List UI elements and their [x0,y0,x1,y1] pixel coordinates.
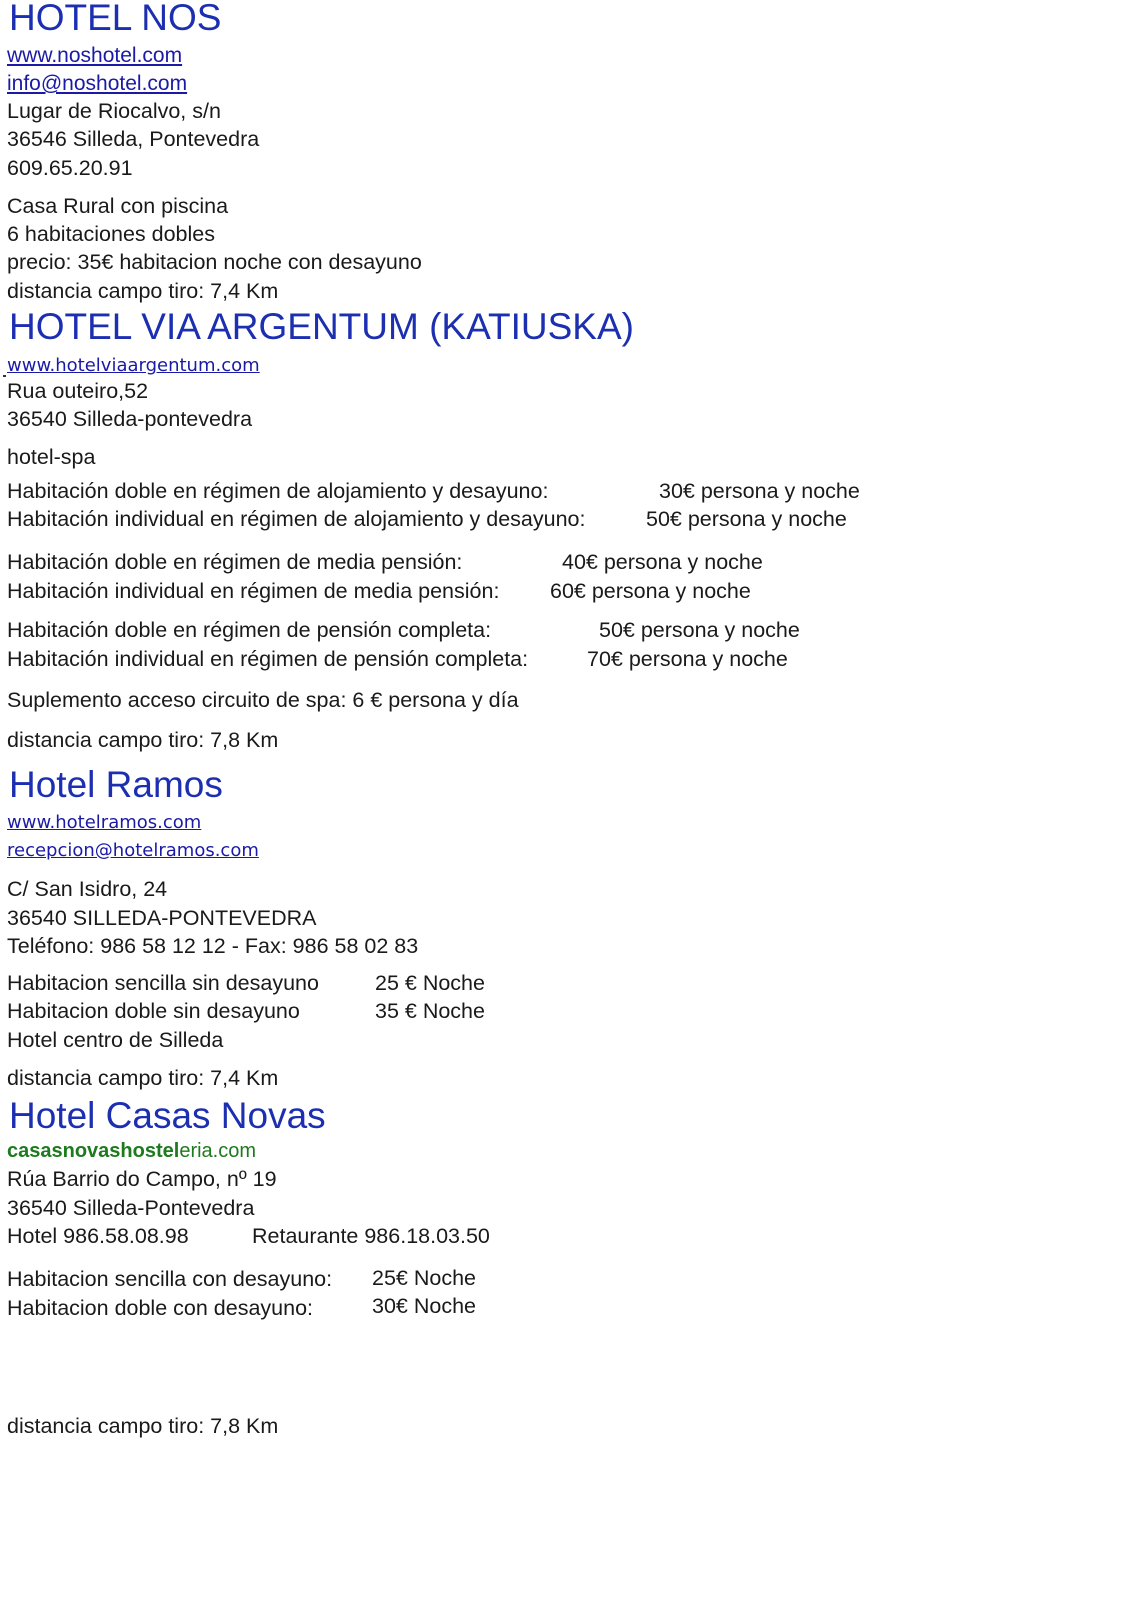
hotel-via-address-line1: Rua outeiro,52 [7,379,149,403]
hotel-nos-address-line2: 36546 Silleda, Pontevedra [7,127,260,151]
hotel-via-distance: distancia campo tiro: 7,8 Km [7,728,279,752]
hotel-via-type: hotel-spa [7,445,96,469]
hotel-ramos-note: Hotel centro de Silleda [7,1028,224,1052]
hotel-ramos-address-line1: C/ San Isidro, 24 [7,877,168,901]
hotel-via-rate-label: Habitación individual en régimen de media pensión: [7,579,500,603]
hotel-casas-title: Hotel Casas Novas [9,1095,326,1136]
hotel-nos-email-link[interactable]: info@noshotel.com [7,72,188,95]
hotel-nos-desc2: 6 habitaciones dobles [7,222,215,246]
hotel-via-rate-label: Habitación doble en régimen de media pensión: [7,550,463,574]
hotel-ramos-phone: Teléfono: 986 58 12 12 - Fax: 986 58 02 83 [7,934,419,958]
hotel-nos-title: HOTEL NOS [9,0,222,38]
hotel-nos-desc1: Casa Rural con piscina [7,194,229,218]
margin-mark [3,375,6,377]
hotel-via-rate-label: Habitación individual en régimen de alojamiento y desayuno: [7,507,586,531]
hotel-via-rate-price: 40€ persona y noche [562,550,763,574]
hotel-nos-website-link[interactable]: www.noshotel.com [7,44,183,67]
hotel-casas-phone-hotel: Hotel 986.58.08.98 [7,1224,189,1248]
hotel-via-rate-price: 60€ persona y noche [550,579,751,603]
hotel-casas-address-line1: Rúa Barrio do Campo, nº 19 [7,1167,277,1191]
hotel-casas-distance: distancia campo tiro: 7,8 Km [7,1414,279,1438]
hotel-nos-price: precio: 35€ habitacion noche con desayuno [7,250,422,274]
hotel-via-rate-label: Habitación doble en régimen de pensión completa: [7,618,492,642]
hotel-ramos-address-line2: 36540 SILLEDA-PONTEVEDRA [7,906,317,930]
hotel-ramos-distance: distancia campo tiro: 7,4 Km [7,1066,279,1090]
hotel-ramos-rate-label: Habitacion doble sin desayuno [7,999,300,1023]
hotel-ramos-website-link[interactable]: www.hotelramos.com [7,812,202,833]
hotel-casas-rate-price: 30€ Noche [372,1294,476,1318]
hotel-ramos-rate-price: 35 € Noche [375,999,485,1023]
hotel-via-address-line2: 36540 Silleda-pontevedra [7,407,253,431]
hotel-via-rate-price: 30€ persona y noche [659,479,860,503]
hotel-casas-rate-label: Habitacion sencilla con desayuno: [7,1267,333,1291]
hotel-via-rate-label: Habitación individual en régimen de pensión completa: [7,647,529,671]
hotel-casas-address-line2: 36540 Silleda-Pontevedra [7,1196,255,1220]
hotel-casas-rate-label: Habitacion doble con desayuno: [7,1296,313,1320]
hotel-via-spa: Suplemento acceso circuito de spa: 6 € persona y día [7,688,519,712]
hotel-casas-website-bold: casasnovashostel [7,1140,180,1162]
hotel-casas-rate-price: 25€ Noche [372,1266,476,1290]
hotel-nos-phone: 609.65.20.91 [7,156,133,180]
hotel-via-rate-price: 50€ persona y noche [599,618,800,642]
hotel-via-rate-price: 70€ persona y noche [587,647,788,671]
hotel-via-rate-label: Habitación doble en régimen de alojamiento y desayuno: [7,479,549,503]
hotel-casas-website[interactable] [7,1137,256,1165]
hotel-ramos-rate-label: Habitacion sencilla sin desayuno [7,971,319,995]
hotel-ramos-email-link[interactable]: recepcion@hotelramos.com [7,840,259,861]
hotel-ramos-rate-price: 25 € Noche [375,971,485,995]
hotel-nos-distance: distancia campo tiro: 7,4 Km [7,279,279,303]
hotel-nos-address-line1: Lugar de Riocalvo, s/n [7,99,221,123]
hotel-via-website-link[interactable]: www.hotelviaargentum.com [7,355,260,376]
hotel-ramos-title: Hotel Ramos [9,764,223,805]
hotel-via-title: HOTEL VIA ARGENTUM (KATIUSKA) [9,306,634,347]
hotel-casas-website-rest: eria.com [179,1140,257,1162]
hotel-via-rate-price: 50€ persona y noche [646,507,847,531]
hotel-casas-phone-restaurant: Retaurante 986.18.03.50 [252,1224,490,1248]
